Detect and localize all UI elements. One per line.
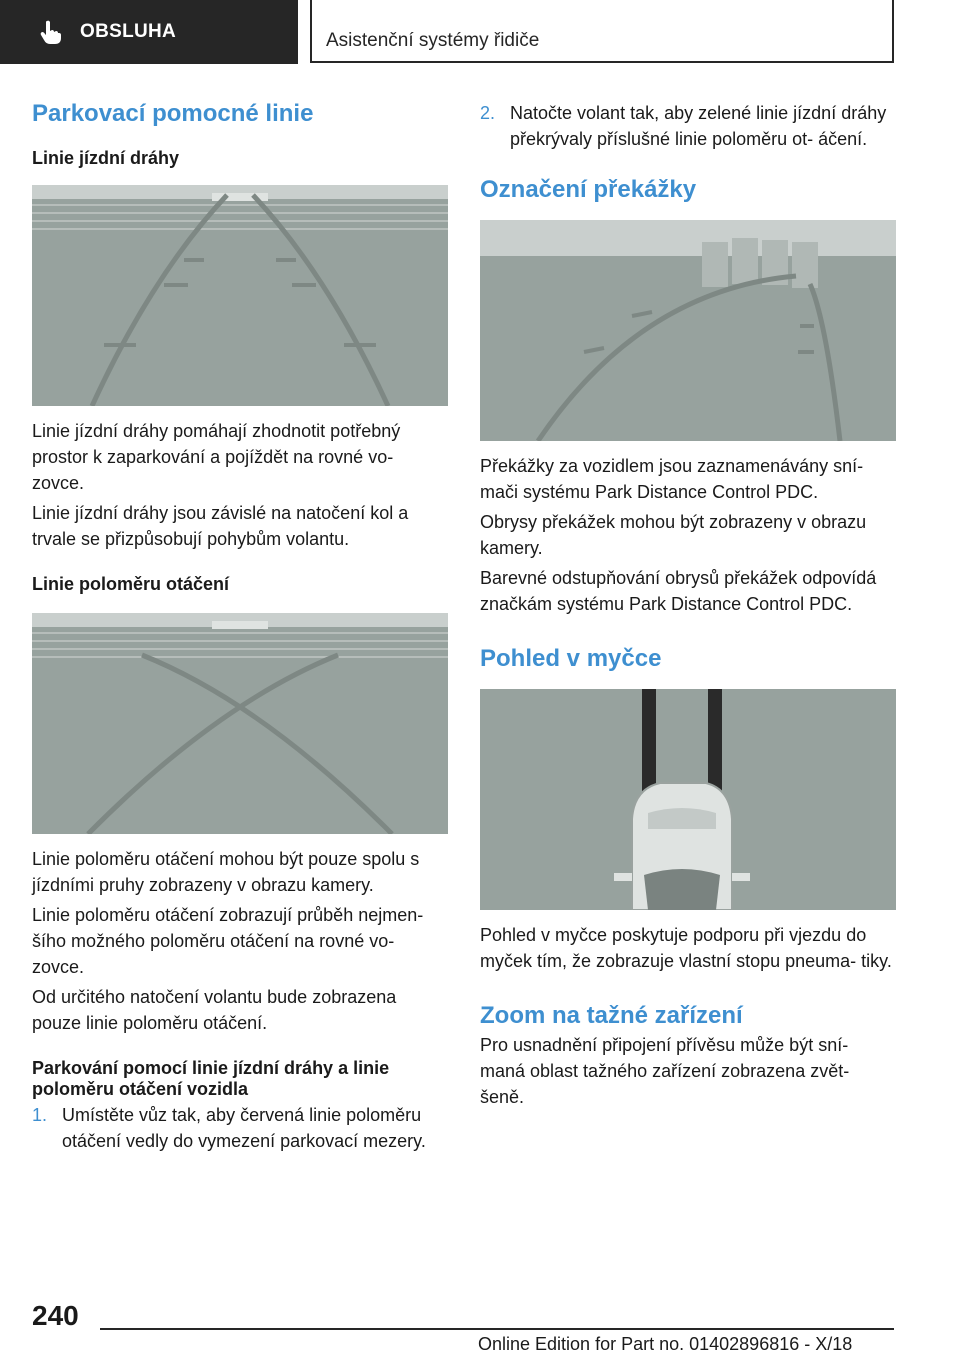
chapter-tab [310,0,894,63]
paragraph: Barevné odstupňování obrysů překážek odpovídá značkám systému Park Distance Control PDC. [480,568,877,614]
edition-note: Online Edition for Part no. 01402896816 - X/18 [478,1334,853,1354]
paragraph: Překážky za vozidlem jsou zaznamenávány sní- mači systému Park Distance Control PDC. [480,456,864,502]
paragraph: Linie poloměru otáčení zobrazují průběh nejmen- šího možného poloměru otáčení na rovné vo- zovce. [32,905,424,977]
subtitle-turning-radius: Linie poloměru otáčení [32,574,230,594]
paragraph: Linie jízdní dráhy pomáhají zhodnotit potřebný prostor k zaparkování a pojíždět na rovné vo- zovce. [32,421,401,493]
paragraph: Linie poloměru otáčení mohou být pouze spolu s jízdními pruhy zobrazeny v obrazu kamery. [32,849,420,895]
figure-car-wash-view [480,689,896,910]
subtitle-driving-lines: Linie jízdní dráhy [32,148,180,168]
section-title: Parkovací pomocné linie [32,100,314,127]
step-text: Natočte volant tak, aby zelené linie jízdní dráhy překrývaly příslušné linie poloměru ot- áčení. [510,103,887,149]
section-title: Zoom na tažné zařízení [480,1002,743,1029]
section-title: Označení překážky [480,176,697,203]
section-tab [0,0,298,64]
section-label: OBSLUHA [80,21,177,42]
figure-driving-lines [32,185,448,406]
list-item [32,1102,448,1154]
figure-obstacle-marking [480,220,896,441]
step-number: 2. [480,103,496,123]
list-item [480,100,896,152]
section-title: Pohled v myčce [480,645,662,672]
step-number: 1. [32,1105,48,1125]
paragraph: Obrysy překážek mohou být zobrazeny v obrazu kamery. [480,512,867,558]
paragraph: Od určitého natočení volantu bude zobrazena pouze linie poloměru otáčení. [32,987,397,1033]
figure-turning-radius-lines [32,613,448,834]
paragraph: Pohled v myčce poskytuje podporu při vjezdu do myček tím, že zobrazuje vlastní stopu pneuma- tiky. [480,925,892,971]
page-number: 240 [32,1300,79,1331]
paragraph: Pro usnadnění připojení přívěsu může být sní- maná oblast tažného zařízení zobrazena zvět- šeně. [480,1035,850,1107]
chapter-label: Asistenční systémy řidiče [326,30,540,51]
subtitle-parking-procedure: Parkování pomocí linie jízdní dráhy a linie poloměru otáčení vozidla [32,1058,390,1099]
step-text: Umístěte vůz tak, aby červená linie poloměru otáčení vedly do vymezení parkovací mezery. [62,1105,426,1151]
paragraph: Linie jízdní dráhy jsou závislé na natočení kol a trvale se přizpůsobují pohybům volantu. [32,503,409,549]
right-column [480,100,896,1110]
hand-pointer-icon [38,19,64,45]
footer-divider [100,1328,894,1330]
left-column [32,100,448,1154]
